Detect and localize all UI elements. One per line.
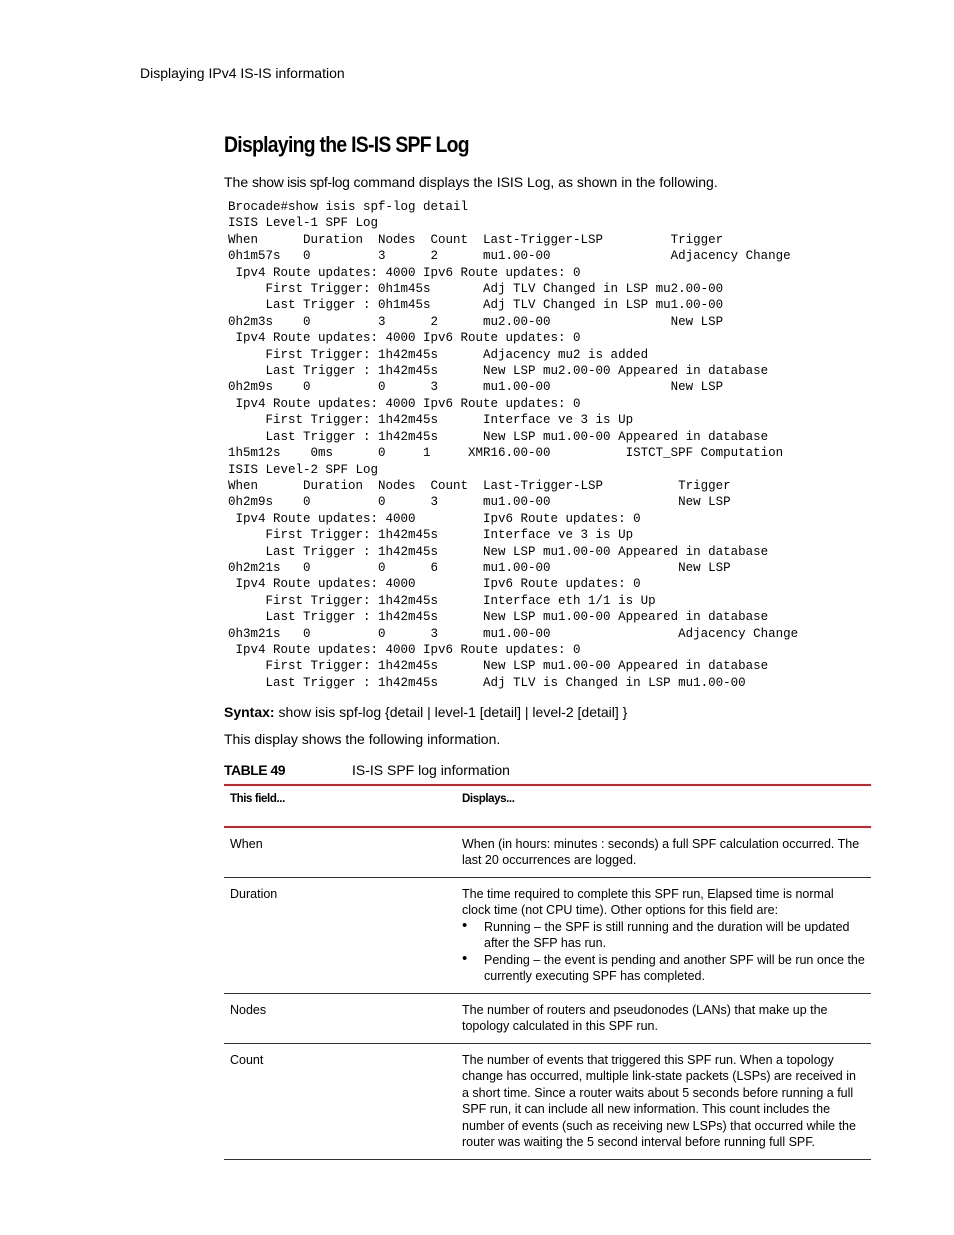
table-header-row [224, 785, 871, 827]
table-number: TABLE 49 [224, 762, 286, 778]
intro-text-before: The [224, 174, 253, 190]
syntax-command: show isis spf-log {detail | level-1 [detail] | level-2 [detail] } [274, 704, 628, 720]
bullet-item: • Running – the SPF is still running and the duration will be updated after the SFP has run. [484, 919, 865, 952]
intro-text-after: command displays the ISIS Log, as shown in the following. [349, 174, 718, 190]
header-field: This field... [224, 785, 456, 827]
field-description: The number of events that triggered this SPF run. When a topology change has occurred, multiple link-state packets (LSPs) are received in a short time. Since a router waits about 5 seconds before running a full SPF run, it can include all new information. This count includes the number of events (such as receiving new LSPs) that occurred while the router was waiting the 5 second interval before running full SPF. [456, 1043, 871, 1159]
intro-paragraph [224, 174, 718, 190]
field-name: Nodes [224, 993, 456, 1043]
field-name: When [224, 827, 456, 878]
section-title: Displaying the IS-IS SPF Log [224, 132, 469, 157]
table-title: IS-IS SPF log information [352, 762, 510, 778]
field-description: When (in hours: minutes : seconds) a full SPF calculation occurred. The last 20 occurrences are logged. [456, 827, 871, 878]
table-row-duration [224, 877, 871, 993]
syntax-line [224, 704, 627, 720]
cli-output-block: Brocade#show isis spf-log detail ISIS Level-1 SPF Log When Duration Nodes Count Last-Trigger-LSP Trigger 0h1m57s 0 3 2 mu1.00-00 Adjacency Change Ipv4 Route updates: 4000 Ipv6 Route updates: 0 First Trigger: 0h1m45s Adj TLV Changed in LSP mu2.00-00 Last Trigger : 0h1m45s Adj TLV Changed in LSP mu1.00-00 0h2m3s 0 3 2 mu2.00-00 New LSP Ipv4 Route updates: 4000 Ipv6 Route updates: 0 First Trigger: 1h42m45s Adjacency mu2 is added Last Trigger : 1h42m45s New LSP mu2.00-00 Appeared in database 0h2m9s 0 0 3 mu1.00-00 New LSP Ipv4 Route updates: 4000 Ipv6 Route updates: 0 First Trigger: 1h42m45s Interface ve 3 is Up Last Trigger : 1h42m45s New LSP mu1.00-00 Appeared in database 1h5m12s 0ms 0 1 XMR16.00-00 ISTCT_SPF Computation ISIS Level-2 SPF Log When Duration Nodes Count Last-Trigger-LSP Trigger 0h2m9s 0 0 3 mu1.00-00 New LSP Ipv4 Route updates: 4000 Ipv6 Route updates: 0 First Trigger: 1h42m45s Interface ve 3 is Up Last Trigger : 1h42m45s New LSP mu1.00-00 Appeared in database 0h2m21s 0 0 6 mu1.00-00 New LSP Ipv4 Route updates: 4000 Ipv6 Route updates: 0 First Trigger: 1h42m45s Interface eth 1/1 is Up Last Trigger : 1h42m45s New LSP mu1.00-00 Appeared in database 0h3m21s 0 0 3 mu1.00-00 Adjacency Change Ipv4 Route updates: 4000 Ipv6 Route updates: 0 First Trigger: 1h42m45s New LSP mu1.00-00 Appeared in database Last Trigger : 1h42m45s Adj TLV is Changed in LSP mu1.00-00 [228, 200, 799, 690]
field-description: The number of routers and pseudonodes (LANs) that make up the topology calculated in this SPF run. [456, 993, 871, 1043]
field-description [456, 877, 871, 993]
field-name: Count [224, 1043, 456, 1159]
bullet-list [462, 919, 865, 985]
intro-command: show isis spf-log [252, 174, 350, 190]
running-header: Displaying IPv4 IS-IS information [140, 65, 345, 81]
bullet-item: • Pending – the event is pending and another SPF will be run once the currently executing SPF has completed. [484, 952, 865, 985]
table-caption [224, 762, 874, 778]
display-note: This display shows the following information. [224, 731, 501, 747]
spf-log-info-table [224, 784, 871, 1160]
table-row-when [224, 827, 871, 878]
field-name: Duration [224, 877, 456, 993]
table-row-count [224, 1043, 871, 1159]
description-text: The time required to complete this SPF run, Elapsed time is normal clock time (not CPU time). Other options for this field are: [462, 886, 834, 917]
table-row-nodes [224, 993, 871, 1043]
syntax-label: Syntax: [224, 704, 275, 720]
header-displays: Displays... [456, 785, 871, 827]
